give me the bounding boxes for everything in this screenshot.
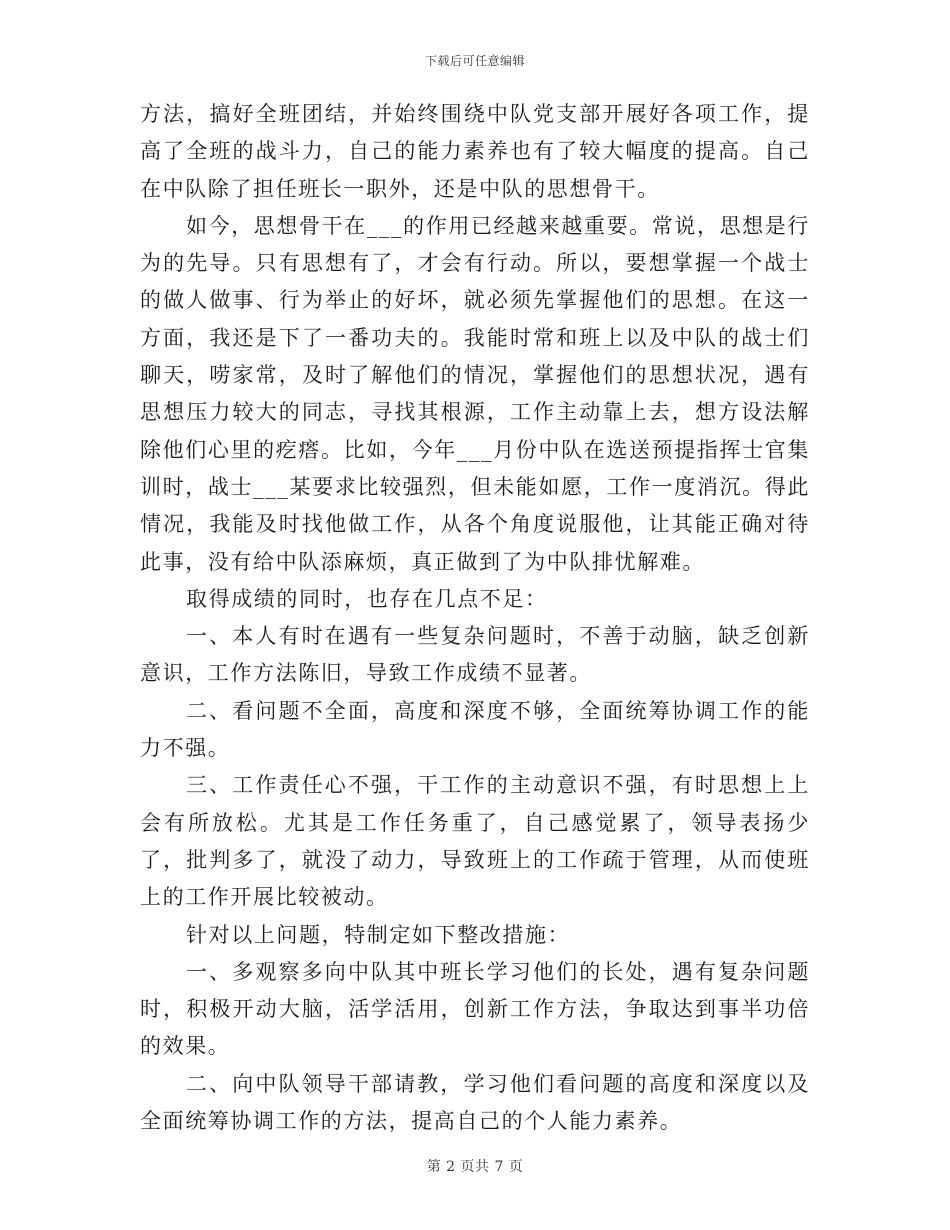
paragraph-3: 取得成绩的同时，也存在几点不足：: [186, 586, 548, 611]
paragraph-2: 如今，思想骨干在___的作用已经越来越重要。常说，思想是行为的先导。只有思想有了，才会有行动。所以，要想掌握一个战士的做人做事、行为举止的好坏，就必须先掌握他们的思想。在这一方面，我还是下了一番功夫的。我能时常和班上以及中队的战士们聊天，唠家常，及时了解他们的情况，掌握他们的思想状况，遇有思想压力较大的同志，寻找其根源，工作主动靠上去，想方设法解除他们心里的疙瘩。比如，今年___月份中队在选送预提指挥士官集训时，战士___某要求比较强烈，但未能如愿，工作一度消沉。得此情况，我能及时找他做工作，从各个角度说服他，让其能正确对待此事，没有给中队添麻烦，真正做到了为中队排忧解难。: [140, 213, 810, 574]
paragraph-9: 二、向中队领导干部请教，学习他们看问题的高度和深度以及全面统筹协调工作的方法，提高自己的个人能力素养。: [140, 1071, 810, 1134]
page-footer: 第 2 页共 7 页: [426, 1159, 524, 1175]
paragraph-8: 一、多观察多向中队其中班长学习他们的长处，遇有复杂问题时，积极开动大脑，活学活用，创新工作方法，争取达到事半功倍的效果。: [140, 959, 810, 1059]
paragraph-4: 一、本人有时在遇有一些复杂问题时，不善于动脑，缺乏创新意识，工作方法陈旧，导致工作成绩不显著。: [140, 624, 810, 686]
paragraph-5: 二、看问题不全面，高度和深度不够，全面统筹协调工作的能力不强。: [140, 698, 810, 761]
paragraph-7: 针对以上问题，特制定如下整改措施：: [186, 922, 571, 947]
document-body: [140, 96, 810, 1140]
paragraph-6: 三、工作责任心不强，干工作的主动意识不强，有时思想上上会有所放松。尤其是工作任务重了，自己感觉累了，领导表扬少了，批判多了，就没了动力，导致班上的工作疏于管理，从而使班上的工作开展比较被动。: [140, 773, 810, 910]
paragraph-1: 方法，搞好全班团结，并始终围绕中队党支部开展好各项工作，提高了全班的战斗力，自己的能力素养也有了较大幅度的提高。自己在中队除了担任班长一职外，还是中队的思想骨干。: [140, 102, 810, 201]
page-header: 下载后可任意编辑: [424, 54, 525, 68]
